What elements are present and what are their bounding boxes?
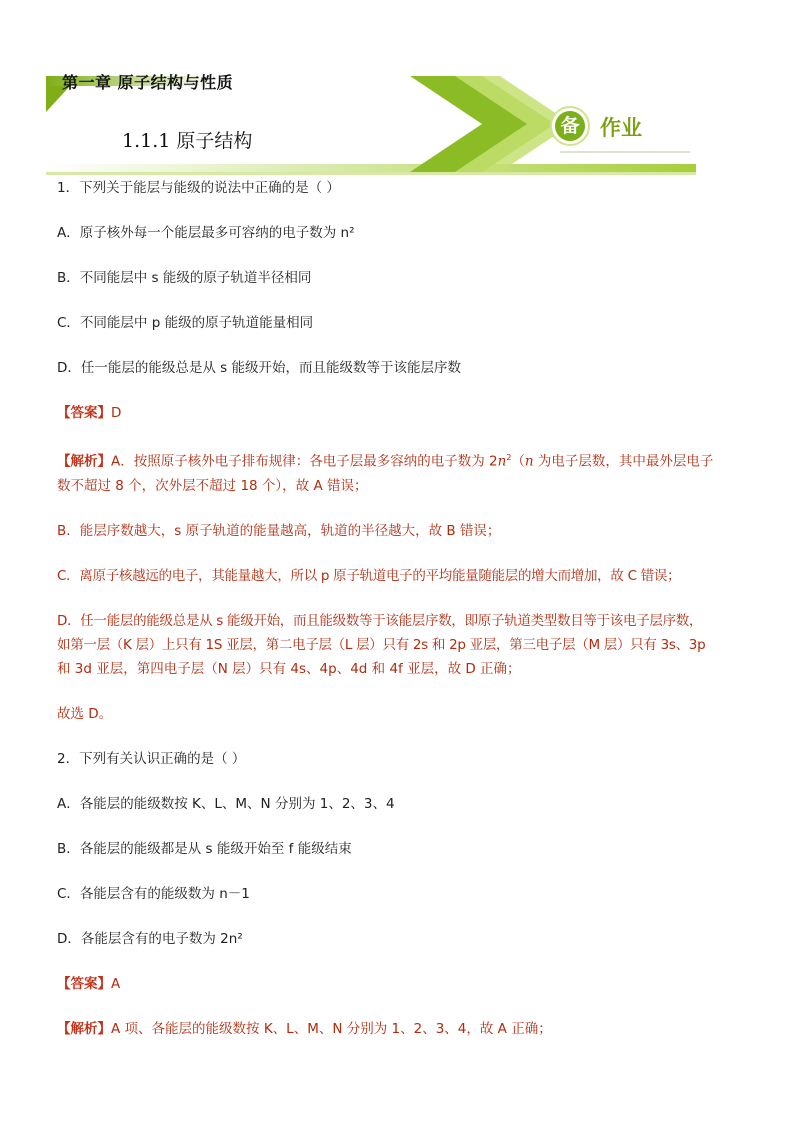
q2-option-c-block: [57, 882, 747, 906]
q2-analysis-a: [57, 1017, 747, 1041]
q2-analysis-block: [57, 1017, 747, 1041]
q1-conclusion: 故选 D。: [57, 705, 113, 722]
q2-option-a: A．各能层的能级数按 K、L、M、N 分别为 1、2、3、4: [57, 795, 395, 812]
q1-analysis-a: [57, 446, 747, 474]
answer-value: A: [111, 975, 121, 992]
chapter-title: 第一章 原子结构与性质: [62, 73, 234, 92]
q1-analysis-b: B．能层序数越大，s 原子轨道的能量越高，轨道的半径越大，故 B 错误；: [57, 522, 501, 539]
q1-option-b-block: [57, 266, 747, 290]
q2-option-d: D．各能层含有的电子数为 2n²: [57, 930, 243, 947]
q1-analysis-a-line2: 数不超过 8 个，次外层不超过 18 个），故 A 错误；: [57, 477, 368, 494]
q1-option-d: D．任一能层的能级总是从 s 能级开始，而且能级数等于该能层序数: [57, 360, 462, 376]
q1-analysis-d-block: [57, 609, 747, 681]
q2-option-b-block: [57, 837, 747, 861]
answer-tag: 【答案】: [57, 405, 111, 421]
badge-char: 备: [560, 115, 580, 137]
analysis-text: 为电子层数，其中最外层电子: [533, 453, 714, 470]
bottom-bar-shadow: [46, 172, 696, 175]
q1-analysis-c-block: [57, 564, 747, 588]
q1-analysis-d-1: D．任一能层的能级总是从 s 能级开始，而且能级数等于该能层序数，即原子轨道类型数目等于该电子层序数，: [57, 612, 703, 629]
section-title: 1.1.1 原子结构: [122, 130, 253, 152]
q1-option-a-block: [57, 221, 747, 245]
q1-analysis-d-2: 如第一层（K 层）上只有 1S 亚层，第二电子层（L 层）只有 2s 和 2p 亚层，第三电子层（M 层）只有 3s、3p: [57, 636, 706, 653]
q1-option-c: C．不同能层中 p 能级的原子轨道能量相同: [57, 315, 314, 331]
math-n: n: [524, 453, 534, 470]
q2-stem-block: [57, 747, 747, 771]
q2-option-a-block: [57, 792, 747, 816]
q1-stem: 1．下列关于能层与能级的说法中正确的是（ ）: [57, 180, 340, 196]
analysis-tag: 【解析】: [57, 453, 111, 470]
math-n: n: [497, 453, 507, 470]
q2-answer: [57, 972, 747, 996]
header-banner: [0, 0, 794, 178]
q1-stem-block: [57, 176, 747, 200]
q1-answer-block: [57, 401, 747, 425]
analysis-text: A 项、各能层的能级数按 K、L、M、N 分别为 1、2、3、4，故 A 正确；: [111, 1020, 552, 1037]
q2-option-c: C．各能层含有的能级数为 n－1: [57, 885, 250, 902]
q2-option-d-block: [57, 927, 747, 951]
document-body: [57, 176, 747, 1062]
analysis-text: A．按照原子核外电子排布规律：各电子层最多容纳的电子数为 2: [111, 453, 498, 470]
q2-answer-block: [57, 972, 747, 996]
q1-option-b: B．不同能层中 s 能级的原子轨道半径相同: [57, 270, 312, 286]
q2-stem: 2．下列有关认识正确的是（ ）: [57, 750, 246, 767]
bottom-bar: [46, 164, 696, 172]
analysis-text: （: [511, 453, 525, 470]
q2-option-b: B．各能层的能级都是从 s 能级开始至 f 能级结束: [57, 840, 352, 857]
q1-option-c-block: [57, 311, 747, 335]
answer-value: D: [111, 405, 122, 421]
q1-option-a: A．原子核外每一个能层最多可容纳的电子数为 n²: [57, 225, 355, 241]
answer-tag: 【答案】: [57, 975, 111, 992]
math-sup: 2: [506, 453, 512, 462]
q1-analysis-c: C．离原子核越远的电子，其能量越大，所以 p 原子轨道电子的平均能量随能层的增大而增加，故 C 错误；: [57, 567, 681, 584]
q1-analysis-a-block: [57, 446, 747, 498]
q1-conclusion-block: [57, 702, 747, 726]
q1-analysis-b-block: [57, 519, 747, 543]
q1-option-d-block: [57, 356, 747, 380]
q1-answer: [57, 401, 747, 425]
analysis-tag: 【解析】: [57, 1020, 111, 1037]
q1-analysis-d-3: 和 3d 亚层，第四电子层（N 层）只有 4s、4p、4d 和 4f 亚层，故 D 正确；: [57, 660, 521, 677]
badge-label: 作业: [600, 116, 642, 140]
